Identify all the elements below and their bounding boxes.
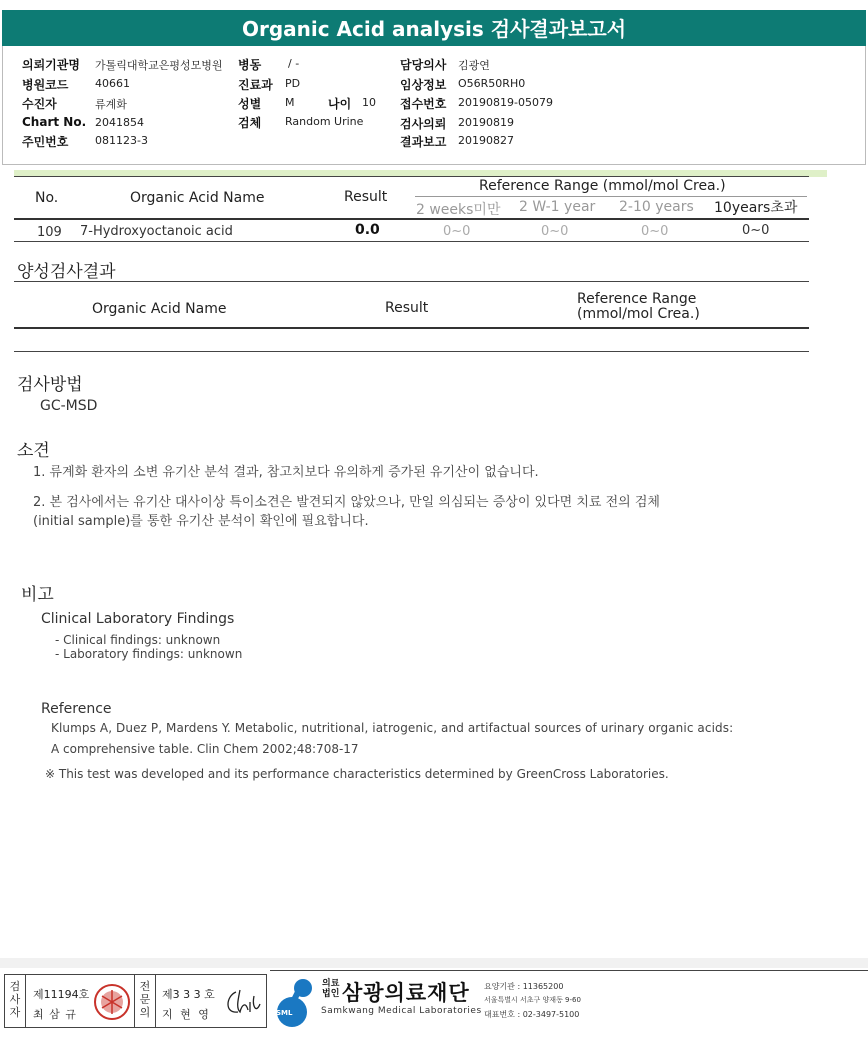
specialist-label: 전문의 (139, 980, 151, 1019)
remarks-heading: 비고 (21, 585, 54, 605)
positive-col-result: Result (385, 300, 429, 316)
ref-sub-1: 2 weeks미만 (416, 202, 501, 218)
footer-top-band (0, 958, 868, 968)
report-title: Organic Acid analysis 검사결과보고서 (2, 10, 866, 46)
hospital-code-value: 40661 (95, 77, 130, 90)
specialist-no: 제3 3 3 호 (162, 988, 215, 1001)
clinical-title: Clinical Laboratory Findings (41, 611, 235, 627)
sex-label: 성별 (238, 97, 262, 111)
ward-value: / - (288, 57, 300, 70)
col-reference: Reference Range (mmol/mol Crea.) (479, 178, 726, 194)
positive-col-ref-2: (mmol/mol Crea.) (577, 306, 700, 322)
row-name: 7-Hydroxyoctanoic acid (80, 224, 233, 239)
method-value: GC-MSD (40, 398, 98, 414)
institution-label: 의뢰기관명 (22, 58, 80, 72)
org-phone: 대표번호 : 02-3497-5100 (484, 1010, 580, 1019)
table-bottom-rule (14, 241, 809, 242)
seal-icon (92, 982, 132, 1022)
clinical-item-1: - Clinical findings: unknown (55, 633, 221, 647)
age-label: 나이 (328, 97, 352, 111)
age-value: 10 (362, 96, 376, 109)
specialist-name: 지 현 영 (162, 1008, 211, 1021)
org-code: 요양기관 : 11365200 (484, 982, 564, 991)
col-result: Result (344, 189, 388, 205)
table-top-rule (14, 176, 809, 177)
clinical-item-2: - Laboratory findings: unknown (55, 647, 243, 661)
opinion-line-2b: (initial sample)를 통한 유기산 분석이 확인에 필요합니다. (33, 514, 369, 529)
clinical-value: O56R50RH0 (458, 77, 526, 90)
receipt-label: 접수번호 (400, 97, 447, 111)
reference-line-1: Klumps A, Duez P, Mardens Y. Metabolic, nutritional, iatrogenic, and artifactual sources of urinary organic acids: (51, 721, 734, 735)
ref-sub-2: 2 W-1 year (519, 199, 596, 215)
ward-label: 병동 (238, 58, 262, 72)
reference-title: Reference (41, 701, 112, 717)
ref-sub-4: 10years초과 (714, 200, 798, 216)
reference-line-2: A comprehensive table. Clin Chem 2002;48:708-17 (51, 742, 359, 756)
report-label: 결과보고 (400, 135, 447, 149)
row-ref-1: 0~0 (443, 224, 471, 239)
positive-bottom-rule (14, 351, 809, 352)
positive-heading: 양성검사결과 (17, 262, 116, 282)
signature-icon (222, 982, 262, 1022)
resident-label: 주민번호 (22, 135, 69, 149)
report-value: 20190827 (458, 134, 514, 147)
opinion-line-2a: 2. 본 검사에서는 유기산 대사이상 특이소견은 발견되지 않았으나, 만일 의심되는 증상이 있다면 치료 전의 검체 (33, 495, 660, 510)
org-name: 삼광의료재단 (342, 981, 470, 1005)
request-label: 검사의뢰 (400, 117, 447, 131)
row-ref-4: 0~0 (742, 223, 770, 238)
specimen-value: Random Urine (285, 115, 364, 128)
col-no: No. (35, 190, 59, 206)
department-value: PD (285, 77, 301, 90)
specimen-label: 검체 (238, 116, 262, 130)
org-subtitle: Samkwang Medical Laboratories (321, 1006, 482, 1016)
row-ref-3: 0~0 (641, 224, 669, 239)
positive-top-rule (14, 281, 809, 282)
institution-value: 가톨릭대학교은평성모병원 (95, 59, 223, 72)
resident-value: 081123-3 (95, 134, 148, 147)
positive-col-ref-1: Reference Range (577, 291, 697, 307)
request-value: 20190819 (458, 116, 514, 129)
receipt-value: 20190819-05079 (458, 96, 553, 109)
positive-header-rule (14, 327, 809, 329)
method-heading: 검사방법 (17, 375, 83, 395)
table-header-rule (14, 218, 809, 220)
row-result: 0.0 (355, 222, 380, 238)
hospital-code-label: 병원코드 (22, 78, 69, 92)
sex-value: M (285, 96, 295, 109)
sml-logo-icon (270, 976, 320, 1028)
examiner-name: 최 삼 규 (33, 1008, 77, 1021)
row-ref-2: 0~0 (541, 224, 569, 239)
doctor-value: 김광연 (458, 59, 490, 72)
doctor-label: 담당의사 (400, 58, 447, 72)
logo-text: SML (276, 1009, 293, 1017)
positive-col-name: Organic Acid Name (92, 301, 227, 317)
footnote: ※ This test was developed and its performance characteristics determined by GreenCross Laboratories. (45, 767, 669, 781)
opinion-line-1: 1. 류계화 환자의 소변 유기산 분석 결과, 참고치보다 유의하게 증가된 유기산이 없습니다. (33, 465, 539, 480)
row-no: 109 (37, 225, 62, 240)
org-address: 서울특별시 서초구 양재동 9-60 (484, 996, 581, 1004)
patient-value: 류계화 (95, 98, 127, 111)
ref-sub-3: 2-10 years (619, 199, 694, 215)
chart-value: 2041854 (95, 116, 144, 129)
examiner-label: 검사자 (9, 980, 21, 1019)
chart-label: Chart No. (22, 115, 87, 129)
col-name: Organic Acid Name (130, 190, 265, 206)
opinion-heading: 소견 (17, 441, 50, 461)
patient-label: 수진자 (22, 97, 57, 111)
org-prefix: 의료법인 (322, 979, 340, 999)
department-label: 진료과 (238, 78, 273, 92)
clinical-label: 임상정보 (400, 78, 447, 92)
footer-rule (270, 970, 868, 971)
examiner-no: 제11194호 (33, 988, 90, 1001)
